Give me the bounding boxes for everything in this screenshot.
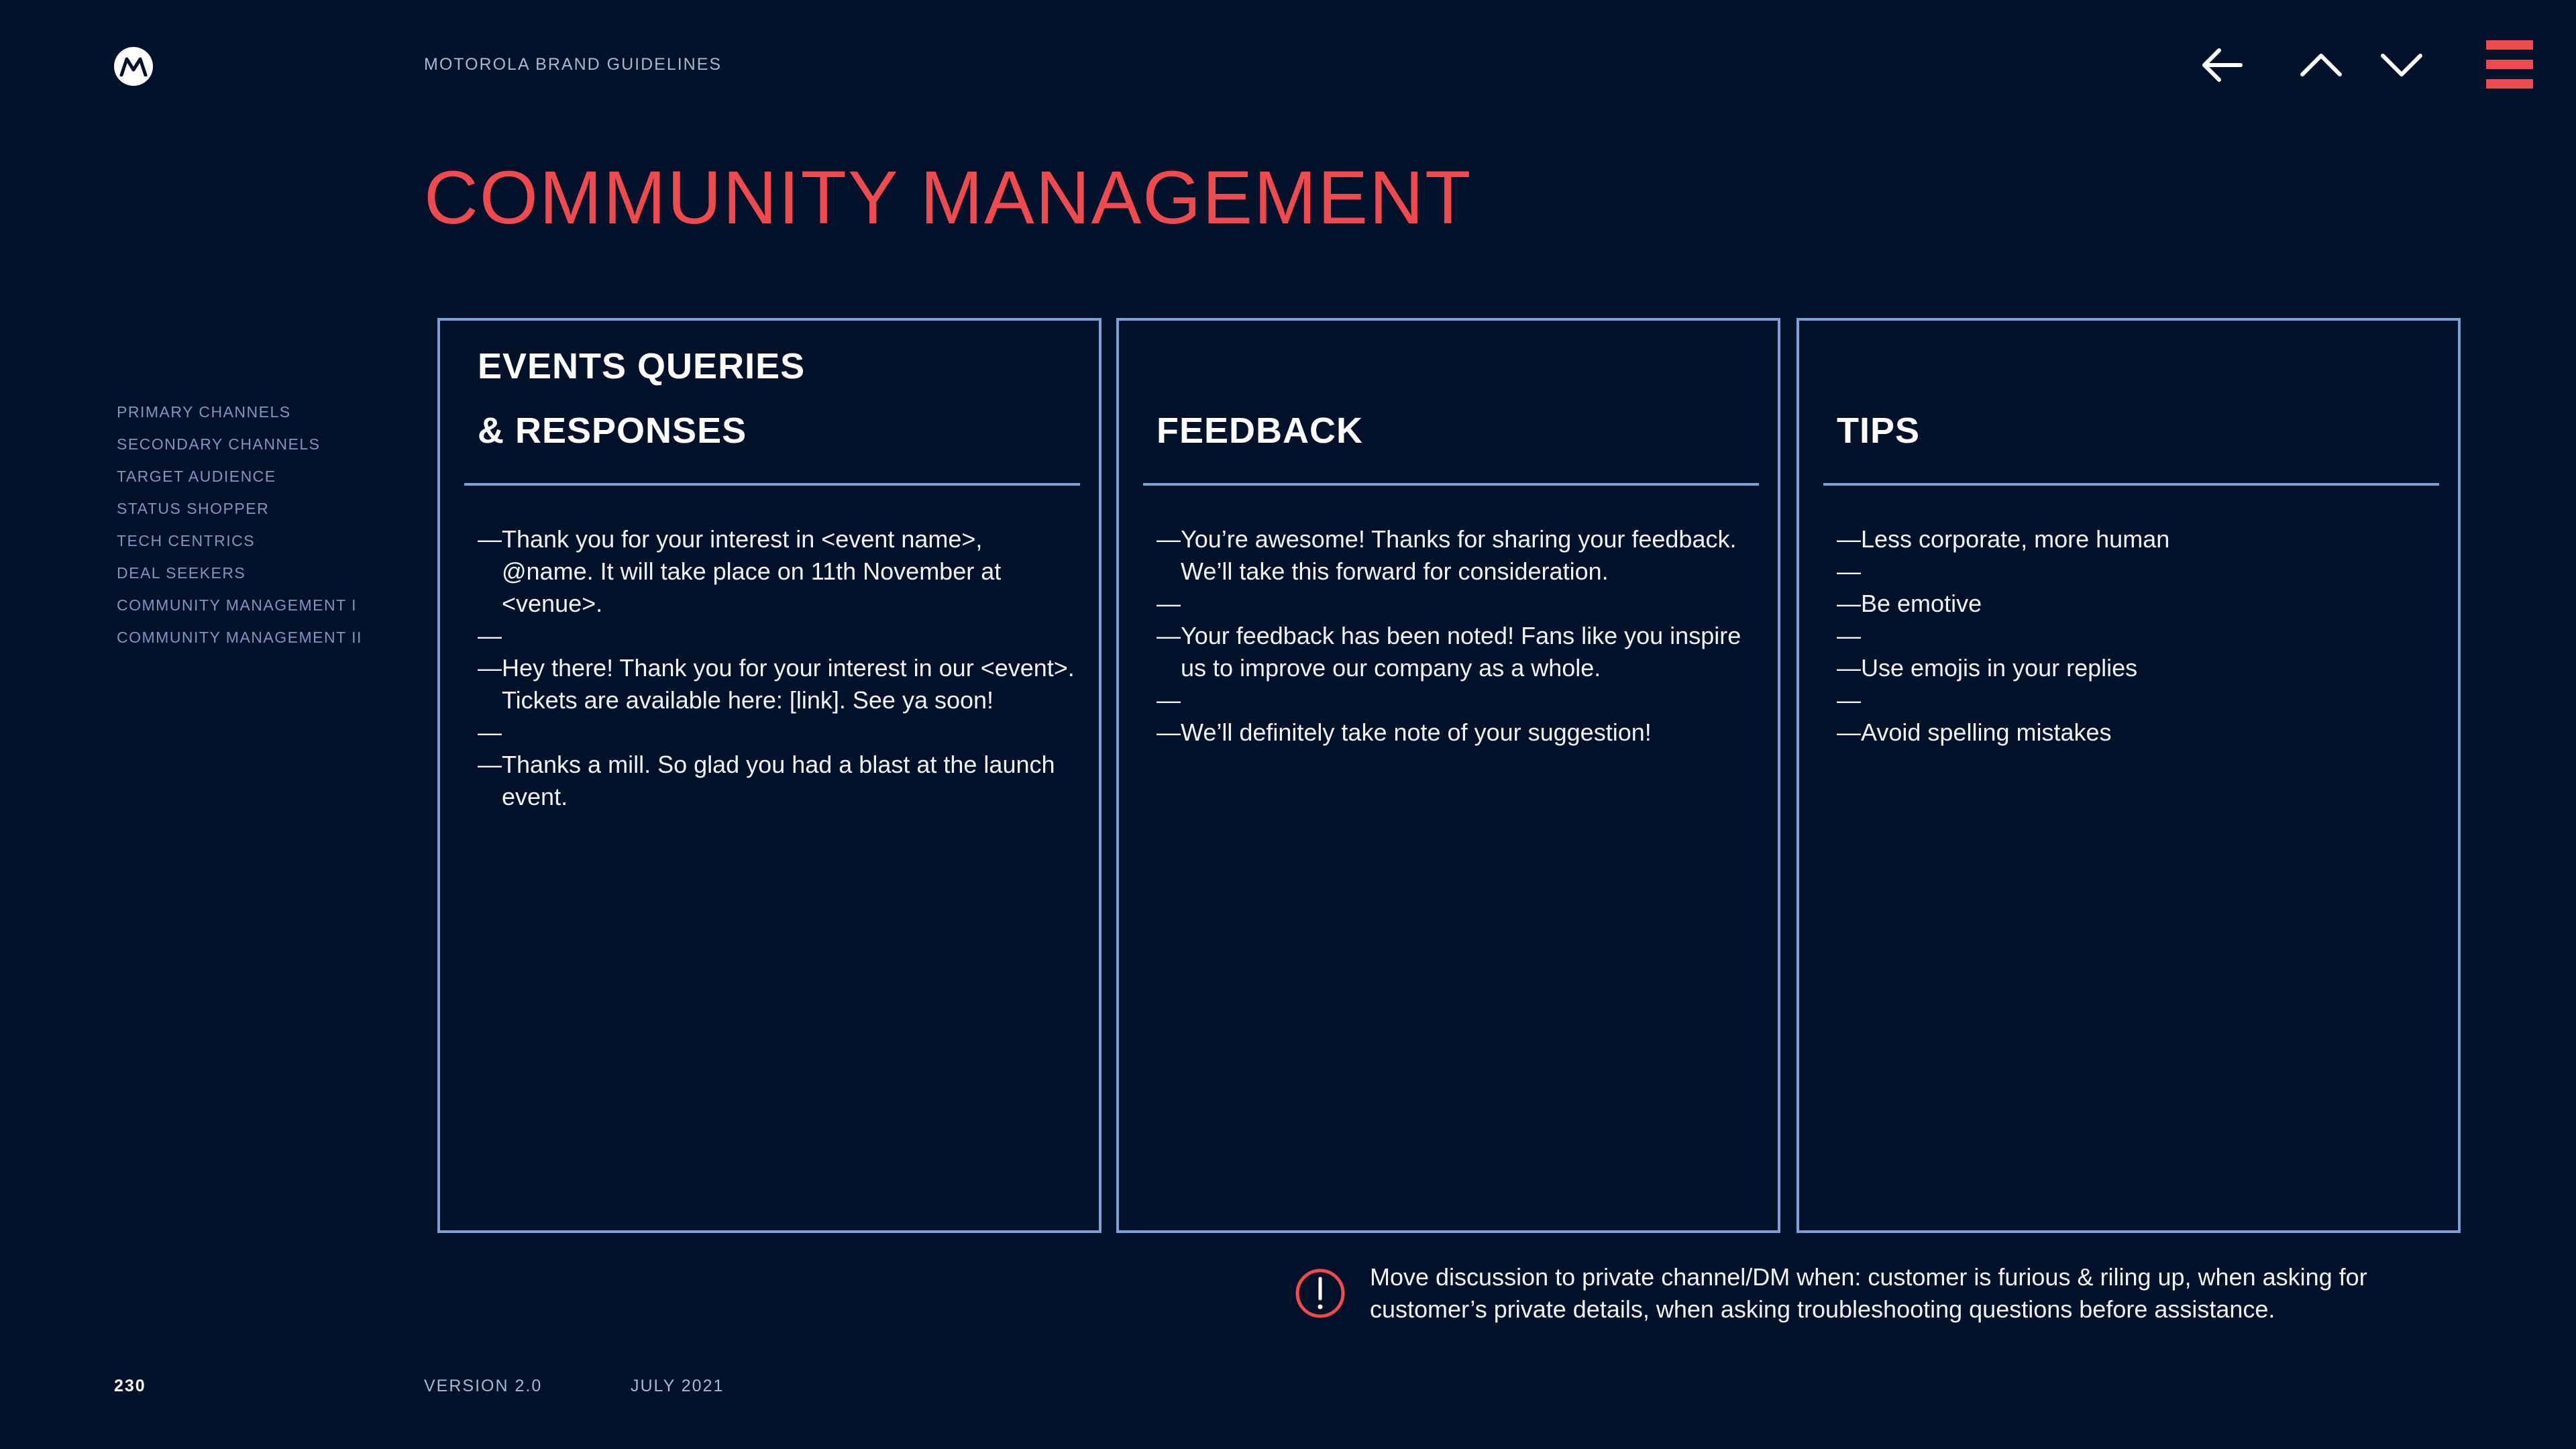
- sidebar-item-deal-seekers[interactable]: DEAL SEEKERS: [117, 564, 246, 582]
- list-item: — Thank you for your interest in <event name>, @name. It will take place on 11th November at <venue>.: [478, 523, 1075, 620]
- private-channel-note: Move discussion to private channel/DM when: customer is furious & riling up, when asking for customer’s private details, when asking troubleshooting questions before assistance.: [1370, 1263, 2367, 1323]
- next-page-button[interactable]: [2375, 42, 2428, 89]
- list-separator: [1837, 555, 2434, 588]
- list-separator: [1837, 620, 2434, 652]
- motorola-logo-icon[interactable]: [114, 47, 153, 86]
- tips-card: [1796, 318, 2461, 1233]
- page-number: 230: [114, 1377, 146, 1395]
- hamburger-menu-icon[interactable]: [2486, 40, 2533, 89]
- version-label: VERSION 2.0: [424, 1377, 543, 1395]
- card-list: [1157, 523, 1754, 749]
- card-title: TIPS: [1837, 411, 1921, 451]
- list-item: — Be emotive: [1837, 588, 2434, 620]
- exclamation-circle-icon: [1295, 1268, 1346, 1319]
- list-item: — Your feedback has been noted! Fans like you inspire us to improve our company as a whole.: [1157, 620, 1754, 684]
- card-title: FEEDBACK: [1157, 411, 1364, 451]
- sidebar-nav: [117, 400, 362, 657]
- sidebar-item-primary-channels[interactable]: PRIMARY CHANNELS: [117, 403, 291, 421]
- page-title: COMMUNITY MANAGEMENT: [424, 156, 1472, 239]
- sidebar-item-community-management-2[interactable]: COMMUNITY MANAGEMENT II: [117, 629, 362, 646]
- previous-page-button[interactable]: [2294, 42, 2348, 89]
- sidebar-item-community-management-1[interactable]: COMMUNITY MANAGEMENT I: [117, 596, 357, 614]
- card-header: [1823, 321, 2439, 486]
- card-list: [1837, 523, 2434, 749]
- list-item: — Less corporate, more human: [1837, 523, 2434, 555]
- list-separator: [1837, 684, 2434, 716]
- list-separator: [1157, 684, 1754, 716]
- card-header: [1143, 321, 1759, 486]
- list-item: — Thanks a mill. So glad you had a blast at the launch event.: [478, 749, 1075, 813]
- chevron-down-icon: [2380, 52, 2423, 78]
- sidebar-item-target-audience[interactable]: TARGET AUDIENCE: [117, 468, 276, 485]
- list-item: — You’re awesome! Thanks for sharing your feedback. We’ll take this forward for consideration.: [1157, 523, 1754, 588]
- menu-bar: [2486, 79, 2533, 89]
- date-label: JULY 2021: [631, 1377, 724, 1395]
- list-separator: [478, 716, 1075, 749]
- list-separator: [1157, 588, 1754, 620]
- chevron-up-icon: [2300, 52, 2343, 78]
- list-item: — Use emojis in your replies: [1837, 652, 2434, 684]
- sidebar-item-tech-centrics[interactable]: TECH CENTRICS: [117, 532, 256, 549]
- card-title-line-1: EVENTS QUERIES: [478, 346, 806, 386]
- sidebar-item-status-shopper[interactable]: STATUS SHOPPER: [117, 500, 270, 517]
- events-queries-card: [437, 318, 1102, 1233]
- list-item: — Avoid spelling mistakes: [1837, 716, 2434, 749]
- list-separator: [478, 620, 1075, 652]
- card-header: [464, 321, 1080, 486]
- card-title-line-2: & RESPONSES: [478, 411, 747, 451]
- card-list: [478, 523, 1075, 813]
- menu-bar: [2486, 60, 2533, 69]
- sidebar-item-secondary-channels[interactable]: SECONDARY CHANNELS: [117, 435, 321, 453]
- brand-title: MOTOROLA BRAND GUIDELINES: [424, 55, 722, 74]
- menu-bar: [2486, 40, 2533, 50]
- arrow-left-icon: [2200, 48, 2243, 82]
- feedback-card: [1116, 318, 1780, 1233]
- card-title: [478, 334, 805, 463]
- list-item: — Hey there! Thank you for your interest in our <event>. Tickets are available here: [link]. See ya soon!: [478, 652, 1075, 716]
- back-button[interactable]: [2195, 42, 2249, 89]
- list-item: — We’ll definitely take note of your suggestion!: [1157, 716, 1754, 749]
